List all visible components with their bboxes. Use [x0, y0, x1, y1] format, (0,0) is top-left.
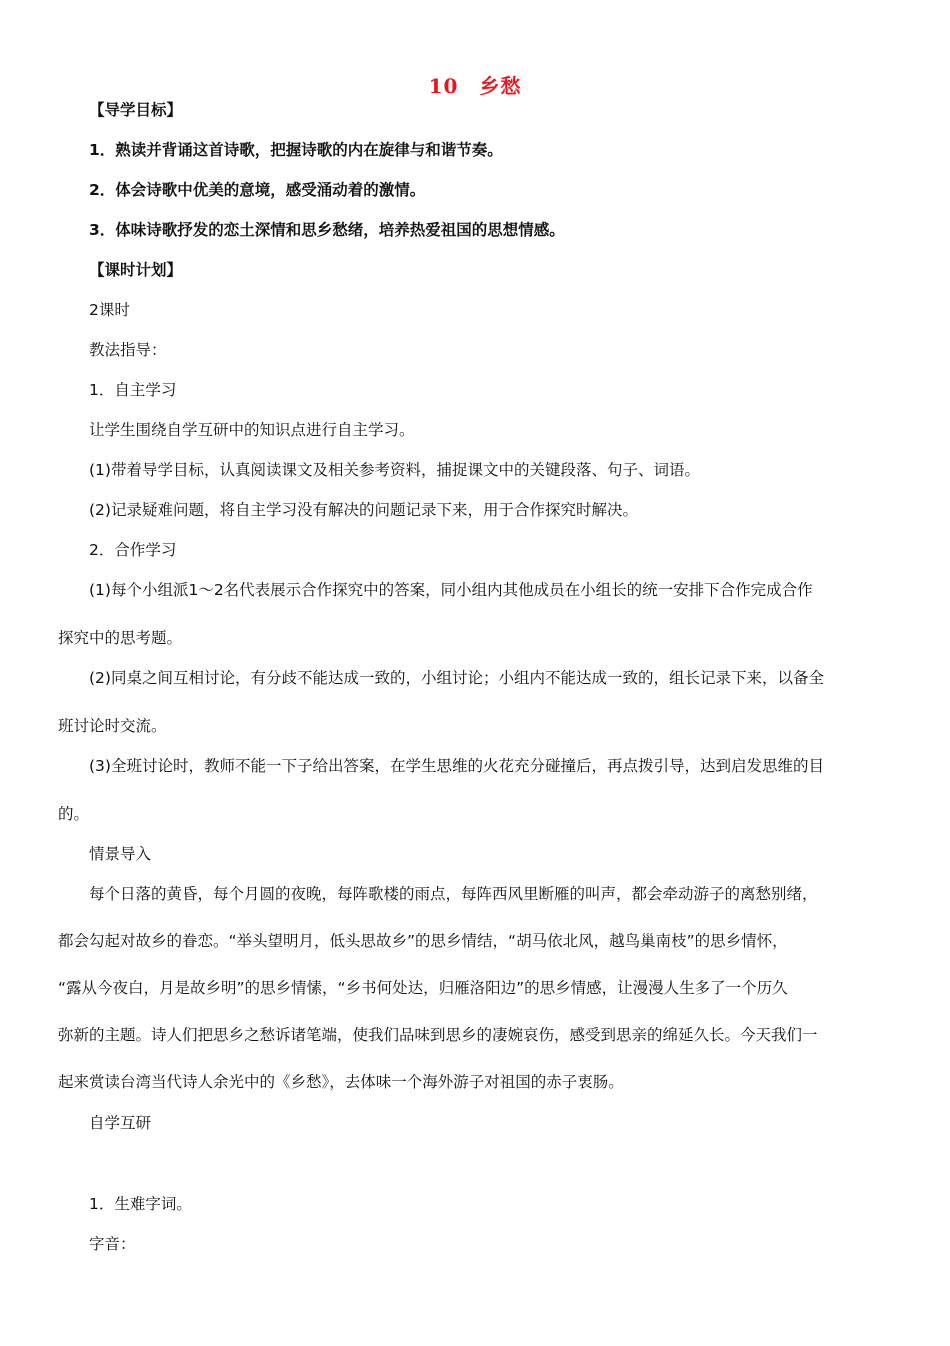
section-heading-goals: 【导学目标】: [89, 101, 183, 119]
paragraph-line: (1)带着导学目标，认真阅读课文及相关参考资料，捕捉课文中的关键段落、句子、词语。: [89, 461, 700, 479]
paragraph-line: 班讨论时交流。: [58, 717, 167, 735]
goal-item-1: 1．熟读并背诵这首诗歌，把握诗歌的内在旋律与和谐节奏。: [89, 141, 503, 159]
cooperative-study-heading: 2．合作学习: [89, 541, 177, 559]
pronunciation-label: 字音：: [89, 1235, 136, 1253]
paragraph-line: (3)全班讨论时，教师不能一下子给出答案，在学生思维的火花充分碰撞后，再点拨引导，达到启发思维的目: [89, 757, 824, 775]
schedule-hours: 2课时: [89, 301, 130, 319]
goal-item-2: 2．体会诗歌中优美的意境，感受涌动着的激情。: [89, 181, 426, 199]
paragraph-line: (1)每个小组派1～2名代表展示合作探究中的答案，同小组内其他成员在小组长的统一安排下合作完成合作: [89, 581, 813, 599]
paragraph-line: (2)记录疑难问题，将自主学习没有解决的问题记录下来，用于合作探究时解决。: [89, 501, 638, 519]
self-study-heading: 1．自主学习: [89, 381, 177, 399]
goal-item-3: 3．体味诗歌抒发的恋土深情和思乡愁绪，培养热爱祖国的思想情感。: [89, 221, 565, 239]
paragraph-line: 都会勾起对故乡的眷恋。“举头望明月，低头思故乡”的思乡情结，“胡马依北风，越鸟巢南枝”的思乡情怀，: [58, 932, 788, 950]
paragraph-line: 起来赏读台湾当代诗人余光中的《乡愁》，去体味一个海外游子对祖国的赤子衷肠。: [58, 1073, 624, 1091]
lesson-title: 10 乡愁: [428, 74, 522, 98]
paragraph-line: 探究中的思考题。: [58, 629, 183, 647]
vocab-item: 1．生难字词。: [89, 1195, 192, 1213]
paragraph-line: (2)同桌之间互相讨论，有分歧不能达成一致的，小组讨论；小组内不能达成一致的，组长记录下来，以备全: [89, 669, 824, 687]
scene-intro-heading: 情景导入: [89, 845, 152, 863]
paragraph-line: 每个日落的黄昏，每个月圆的夜晚，每阵歌楼的雨点，每阵西风里断雁的叫声，都会牵动游子的离愁别绪，: [89, 885, 818, 903]
paragraph-line: 让学生围绕自学互研中的知识点进行自主学习。: [89, 421, 415, 439]
self-study-research-heading: 自学互研: [89, 1114, 152, 1132]
teaching-guide-heading: 教法指导：: [89, 341, 167, 359]
paragraph-line: 的。: [58, 805, 90, 823]
paragraph-line: “露从今夜白，月是故乡明”的思乡情愫，“乡书何处达，归雁洛阳边”的思乡情感，让漫漫人生多了一个历久: [58, 979, 788, 997]
section-heading-schedule: 【课时计划】: [89, 261, 183, 279]
paragraph-line: 弥新的主题。诗人们把思乡之愁诉诸笔端，使我们品味到思乡的凄婉哀伤，感受到思亲的绵延久长。今天我们一: [58, 1026, 818, 1044]
